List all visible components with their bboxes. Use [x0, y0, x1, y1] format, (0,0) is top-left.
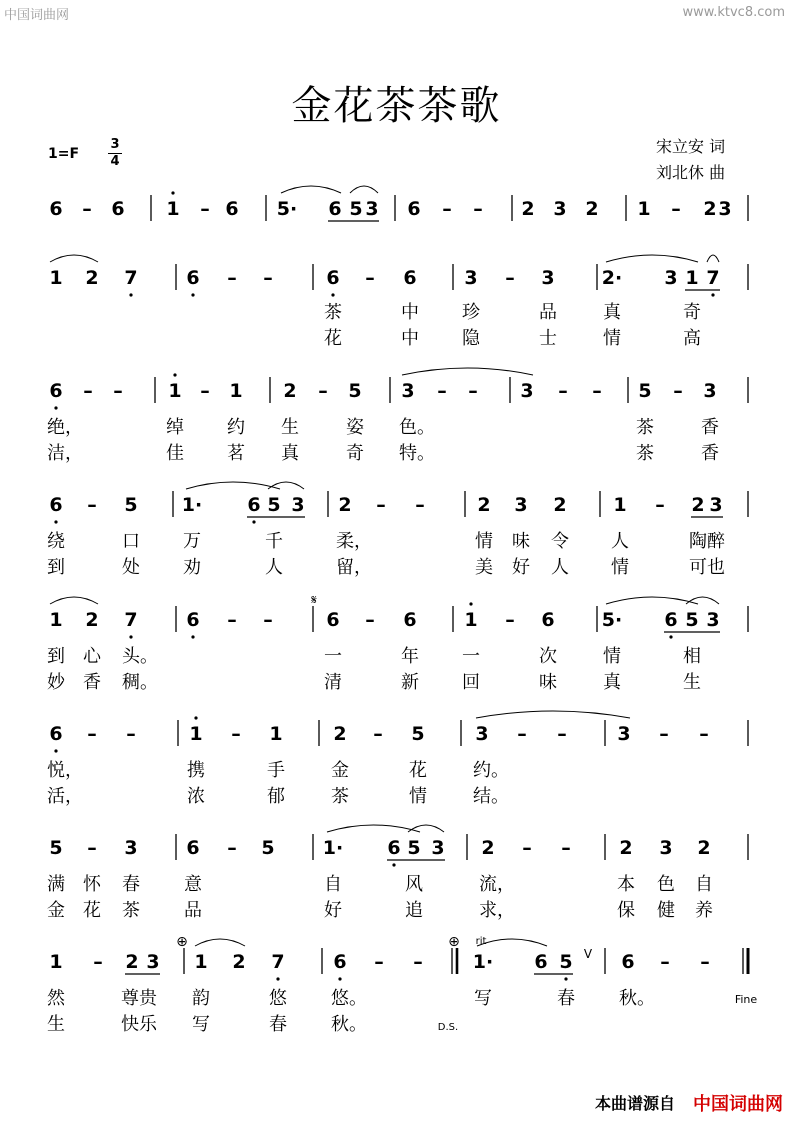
lyric-verse1-6-6: 流， — [479, 874, 515, 895]
lyric-verse2-7-1: 快乐 — [121, 1014, 157, 1035]
note-1-1: 2 — [85, 267, 99, 289]
lyric-verse1-2-2: 约 — [227, 417, 245, 438]
lyric-verse1-5-0: 悦， — [47, 760, 83, 781]
lyric-verse2-3-4: 留， — [336, 557, 372, 578]
note-2-4: – — [200, 380, 210, 402]
lyric-verse1-7-6: 春 — [557, 988, 575, 1009]
lyric-verse1-4-5: 一 — [462, 646, 480, 667]
note-7-14: – — [660, 951, 670, 973]
note-7-4: 1 — [194, 951, 208, 973]
lyric-verse2-6-6: 求， — [479, 900, 515, 921]
note-6-8: 5 — [407, 837, 421, 859]
lyric-verse2-2-1: 佳 — [166, 443, 184, 464]
lyric-verse2-5-2: 郁 — [267, 786, 285, 807]
note-2-5: 1 — [229, 380, 243, 402]
octave-dot-above-4-9 — [469, 602, 472, 605]
note-1-5: – — [263, 267, 273, 289]
note-0-16: 1 — [637, 198, 651, 220]
note-2-2: – — [113, 380, 123, 402]
note-6-13: 2 — [619, 837, 633, 859]
note-0-1: – — [82, 198, 92, 220]
lyric-verse1-1-5: 奇 — [683, 302, 701, 323]
lyric-verse1-3-4: 柔， — [336, 531, 372, 552]
note-6-10: 2 — [481, 837, 495, 859]
note-4-11: 6 — [541, 609, 555, 631]
lyric-verse1-2-0: 绝， — [47, 417, 83, 438]
lyric-verse2-4-4: 新 — [401, 672, 419, 693]
note-7-7: 6 — [333, 951, 347, 973]
lyric-verse1-5-5: 约。 — [473, 760, 509, 781]
lyric-verse1-4-0: 到 — [47, 646, 65, 667]
note-3-2: 5 — [124, 494, 138, 516]
lyric-verse1-7-1: 尊贵 — [121, 988, 157, 1009]
lyric-verse1-5-4: 花 — [409, 760, 427, 781]
lyric-verse2-3-0: 到 — [47, 557, 65, 578]
note-1-7: – — [365, 267, 375, 289]
octave-dot-below-6-7 — [392, 863, 395, 866]
note-3-3: 1· — [181, 494, 203, 516]
note-4-5: – — [263, 609, 273, 631]
note-5-8: 5 — [411, 723, 425, 745]
lyric-verse1-5-3: 金 — [331, 760, 349, 781]
note-1-12: 2· — [601, 267, 623, 289]
lyric-verse1-5-1: 携 — [187, 760, 205, 781]
note-2-3: 1 — [168, 380, 182, 402]
lyric-verse1-4-3: 一 — [324, 646, 342, 667]
watermark-right: www.ktvc8.com — [682, 5, 785, 20]
note-3-8: – — [376, 494, 386, 516]
octave-dot-below-1-6 — [331, 293, 334, 296]
note-3-5: 5 — [267, 494, 281, 516]
lyric-verse1-1-1: 中 — [401, 302, 419, 323]
note-2-15: 5 — [638, 380, 652, 402]
note-3-9: – — [415, 494, 425, 516]
slur-2-0 — [402, 368, 533, 375]
lyric-verse1-5-2: 手 — [267, 760, 285, 781]
lyric-verse1-7-2: 韵 — [192, 988, 210, 1009]
lyric-verse2-6-1: 花 — [83, 900, 101, 921]
lyric-verse2-4-8: 生 — [683, 672, 701, 693]
octave-dot-below-1-15 — [711, 293, 714, 296]
note-0-6: 5· — [276, 198, 298, 220]
note-6-12: – — [561, 837, 571, 859]
octave-dot-below-7-7 — [338, 977, 341, 980]
note-2-12: 3 — [520, 380, 534, 402]
time-top: 3 — [110, 137, 120, 152]
lyric-verse1-6-5: 风 — [405, 874, 423, 895]
lyric-verse2-3-7: 人 — [551, 557, 569, 578]
note-3-6: 3 — [291, 494, 305, 516]
octave-dot-above-0-3 — [171, 191, 174, 194]
note-6-5: 5 — [261, 837, 275, 859]
lyric-verse1-2-4: 姿 — [346, 417, 364, 438]
lyric-verse1-2-1: 绰 — [166, 417, 184, 438]
lyric-verse1-3-0: 绕 — [47, 531, 65, 552]
note-4-15: 3 — [706, 609, 720, 631]
note-6-3: 6 — [186, 837, 200, 859]
lyric-verse2-4-2: 稠。 — [122, 672, 158, 693]
note-4-8: 6 — [403, 609, 417, 631]
lyric-verse2-3-3: 人 — [265, 557, 283, 578]
note-0-4: – — [200, 198, 210, 220]
lyricist-credit: 宋立安 词 — [656, 137, 726, 156]
note-0-19: 3 — [718, 198, 732, 220]
note-1-6: 6 — [326, 267, 340, 289]
note-5-7: – — [373, 723, 383, 745]
note-4-14: 5 — [685, 609, 699, 631]
note-0-5: 6 — [225, 198, 239, 220]
lyric-verse2-6-5: 追 — [405, 900, 423, 921]
lyric-verse2-3-2: 劝 — [183, 557, 201, 578]
lyric-verse1-3-7: 令 — [551, 531, 569, 552]
note-0-17: – — [671, 198, 681, 220]
lyric-verse1-4-7: 情 — [603, 646, 621, 667]
lyric-verse2-1-2: 隐 — [462, 328, 480, 349]
note-3-13: 1 — [613, 494, 627, 516]
note-4-4: – — [227, 609, 237, 631]
lyric-verse1-6-4: 自 — [324, 874, 342, 895]
note-7-15: – — [700, 951, 710, 973]
time-bottom: 4 — [110, 154, 120, 169]
octave-dot-below-7-12 — [564, 977, 567, 980]
slur-1-1 — [606, 255, 698, 262]
lyric-verse1-3-3: 千 — [265, 531, 283, 552]
slur-4-1 — [606, 597, 698, 604]
lyric-verse2-4-7: 真 — [603, 672, 621, 693]
lyric-verse1-7-7: 秋。 — [619, 988, 655, 1009]
lyric-verse2-7-4: 秋。 — [331, 1014, 367, 1035]
lyric-verse2-2-6: 茶 — [636, 443, 654, 464]
note-2-6: 2 — [283, 380, 297, 402]
note-3-11: 3 — [514, 494, 528, 516]
lyric-verse2-3-1: 处 — [122, 557, 140, 578]
note-2-17: 3 — [703, 380, 717, 402]
lyric-verse2-2-0: 洁， — [47, 443, 83, 464]
note-2-9: 3 — [401, 380, 415, 402]
note-4-12: 5· — [601, 609, 623, 631]
note-1-15: 7 — [706, 267, 720, 289]
note-2-13: – — [558, 380, 568, 402]
note-2-0: 6 — [49, 380, 63, 402]
octave-dot-below-3-4 — [252, 520, 255, 523]
note-3-15: 2 — [691, 494, 705, 516]
lyric-verse1-2-6: 茶 — [636, 417, 654, 438]
note-0-2: 6 — [111, 198, 125, 220]
lyric-verse2-1-5: 高 — [683, 328, 701, 349]
lyric-verse1-4-4: 年 — [401, 646, 419, 667]
key-signature: 1=F — [48, 146, 80, 162]
note-0-15: 2 — [585, 198, 599, 220]
note-4-9: 1 — [464, 609, 478, 631]
note-1-4: – — [227, 267, 237, 289]
note-0-10: 6 — [407, 198, 421, 220]
note-7-2: 2 — [125, 951, 139, 973]
note-2-14: – — [592, 380, 602, 402]
slur-3-1 — [268, 482, 304, 489]
lyric-verse2-2-3: 真 — [281, 443, 299, 464]
lyric-verse1-6-7: 本 — [617, 874, 635, 895]
note-0-18: 2 — [703, 198, 717, 220]
note-1-14: 1 — [685, 267, 699, 289]
lyric-verse1-2-5: 色。 — [399, 417, 435, 438]
note-0-11: – — [442, 198, 452, 220]
slur-1-2 — [707, 255, 719, 262]
note-1-3: 6 — [186, 267, 200, 289]
note-6-6: 1· — [322, 837, 344, 859]
note-1-2: 7 — [124, 267, 138, 289]
note-3-7: 2 — [338, 494, 352, 516]
slur-7-1 — [477, 939, 547, 946]
octave-dot-below-4-2 — [129, 635, 132, 638]
note-6-14: 3 — [659, 837, 673, 859]
octave-dot-below-5-0 — [54, 749, 57, 752]
lyric-verse1-4-2: 头。 — [122, 646, 158, 667]
note-3-12: 2 — [553, 494, 567, 516]
ds-mark: D.S. — [437, 1022, 459, 1033]
note-4-13: 6 — [664, 609, 678, 631]
note-5-2: – — [126, 723, 136, 745]
note-4-7: – — [365, 609, 375, 631]
lyric-verse1-1-0: 茶 — [324, 302, 342, 323]
lyric-verse1-7-5: 写 — [474, 988, 492, 1009]
octave-dot-below-3-0 — [54, 520, 57, 523]
lyric-verse2-2-4: 奇 — [346, 443, 364, 464]
lyric-verse2-3-9: 可也 — [689, 557, 725, 578]
lyric-verse2-6-9: 养 — [695, 900, 713, 921]
rit-mark: rit — [475, 936, 487, 947]
note-0-14: 3 — [553, 198, 567, 220]
lyric-verse2-7-0: 生 — [47, 1014, 65, 1035]
note-6-1: – — [87, 837, 97, 859]
song-title: 金花茶茶歌 — [291, 83, 502, 129]
note-1-11: 3 — [541, 267, 555, 289]
breath-mark: V — [583, 947, 593, 961]
lyric-verse2-6-7: 保 — [617, 900, 635, 921]
note-0-9: 3 — [365, 198, 379, 220]
lyric-verse1-4-8: 相 — [683, 646, 701, 667]
lyric-verse1-7-0: 然 — [47, 988, 65, 1009]
octave-dot-below-4-13 — [669, 635, 672, 638]
note-5-3: 1 — [189, 723, 203, 745]
slur-7-0 — [195, 939, 245, 946]
lyric-verse2-3-8: 情 — [611, 557, 629, 578]
note-4-1: 2 — [85, 609, 99, 631]
note-6-9: 3 — [431, 837, 445, 859]
lyric-verse1-3-1: 口 — [122, 531, 140, 552]
note-7-1: – — [93, 951, 103, 973]
lyric-verse1-6-9: 自 — [695, 874, 713, 895]
note-5-5: 1 — [269, 723, 283, 745]
note-0-12: – — [473, 198, 483, 220]
note-3-1: – — [87, 494, 97, 516]
lyric-verse2-1-0: 花 — [324, 328, 342, 349]
note-0-3: 1 — [166, 198, 180, 220]
note-7-5: 2 — [232, 951, 246, 973]
lyric-verse1-3-8: 人 — [611, 531, 629, 552]
lyric-verse2-4-6: 味 — [539, 672, 557, 693]
footer-brand: 中国词曲网 — [693, 1094, 783, 1115]
lyric-verse1-1-3: 品 — [539, 302, 557, 323]
slur-1-0 — [50, 255, 98, 262]
lyric-verse2-6-3: 品 — [184, 900, 202, 921]
note-2-11: – — [468, 380, 478, 402]
lyric-verse2-6-8: 健 — [657, 900, 675, 921]
note-1-10: – — [505, 267, 515, 289]
note-4-2: 7 — [124, 609, 138, 631]
lyric-verse2-7-2: 写 — [192, 1014, 210, 1035]
octave-dot-above-2-3 — [173, 373, 176, 376]
lyric-verse2-7-3: 春 — [269, 1014, 287, 1035]
lyric-verse1-3-2: 万 — [183, 531, 201, 552]
lyric-verse2-3-6: 好 — [512, 557, 530, 578]
note-3-10: 2 — [477, 494, 491, 516]
note-1-0: 1 — [49, 267, 63, 289]
lyric-verse2-1-1: 中 — [401, 328, 419, 349]
lyric-verse2-4-0: 妙 — [47, 672, 65, 693]
lyric-verse2-5-3: 茶 — [331, 786, 349, 807]
lyric-verse1-2-7: 香 — [701, 417, 719, 438]
note-2-7: – — [318, 380, 328, 402]
note-7-12: 5 — [559, 951, 573, 973]
slur-4-2 — [686, 597, 719, 604]
note-6-7: 6 — [387, 837, 401, 859]
note-3-4: 6 — [247, 494, 261, 516]
lyric-verse1-6-3: 意 — [184, 874, 202, 895]
lyric-verse1-4-1: 心 — [83, 646, 101, 667]
note-0-7: 6 — [328, 198, 342, 220]
lyric-verse1-6-2: 春 — [122, 874, 140, 895]
note-7-6: 7 — [271, 951, 285, 973]
note-5-13: – — [659, 723, 669, 745]
lyric-verse2-1-4: 情 — [603, 328, 621, 349]
octave-dot-below-4-3 — [191, 635, 194, 638]
note-0-13: 2 — [521, 198, 535, 220]
note-3-0: 6 — [49, 494, 63, 516]
fine-mark: Fine — [734, 993, 758, 1006]
octave-dot-below-7-6 — [276, 977, 279, 980]
lyric-verse2-5-1: 浓 — [187, 786, 205, 807]
octave-dot-below-1-2 — [129, 293, 132, 296]
note-5-1: – — [87, 723, 97, 745]
watermark-left: 中国词曲网 — [4, 8, 70, 23]
composer-credit: 刘北休 曲 — [656, 163, 726, 182]
octave-dot-above-5-3 — [194, 716, 197, 719]
slur-3-0 — [186, 482, 280, 489]
note-2-8: 5 — [348, 380, 362, 402]
octave-dot-below-2-0 — [54, 406, 57, 409]
lyric-verse1-7-3: 悠 — [269, 988, 287, 1009]
lyric-verse2-6-0: 金 — [47, 900, 65, 921]
note-6-0: 5 — [49, 837, 63, 859]
lyric-verse2-3-5: 美 — [475, 557, 493, 578]
lyric-verse2-5-5: 结。 — [473, 786, 509, 807]
note-5-9: 3 — [475, 723, 489, 745]
note-5-14: – — [699, 723, 709, 745]
lyric-verse1-2-3: 生 — [281, 417, 299, 438]
note-2-10: – — [437, 380, 447, 402]
note-3-14: – — [655, 494, 665, 516]
note-7-3: 3 — [146, 951, 160, 973]
note-5-6: 2 — [333, 723, 347, 745]
lyric-verse1-4-6: 次 — [539, 646, 557, 667]
note-4-6: 6 — [326, 609, 340, 631]
note-1-9: 3 — [464, 267, 478, 289]
lyric-verse2-5-4: 情 — [409, 786, 427, 807]
lyric-verse1-6-1: 怀 — [83, 874, 101, 895]
lyric-verse1-1-2: 珍 — [462, 302, 480, 323]
slur-6-1 — [408, 825, 444, 832]
slur-6-0 — [327, 825, 420, 832]
coda-mark-2: ⊕ — [448, 934, 460, 950]
lyric-verse1-3-5: 情 — [475, 531, 493, 552]
note-5-0: 6 — [49, 723, 63, 745]
note-3-16: 3 — [709, 494, 723, 516]
lyric-verse2-5-0: 活， — [47, 786, 83, 807]
note-6-2: 3 — [124, 837, 138, 859]
note-6-11: – — [522, 837, 532, 859]
note-4-3: 6 — [186, 609, 200, 631]
lyric-verse2-6-2: 茶 — [122, 900, 140, 921]
lyric-verse2-2-2: 茗 — [227, 443, 245, 464]
lyric-verse1-6-0: 满 — [47, 874, 65, 895]
note-1-13: 3 — [664, 267, 678, 289]
note-2-16: – — [673, 380, 683, 402]
note-7-13: 6 — [621, 951, 635, 973]
note-0-0: 6 — [49, 198, 63, 220]
footer-source-label: 本曲谱源自 — [594, 1094, 675, 1113]
lyric-verse2-1-3: 士 — [539, 328, 557, 349]
lyric-verse1-1-4: 真 — [603, 302, 621, 323]
note-5-11: – — [557, 723, 567, 745]
coda-mark-1: ⊕ — [176, 934, 188, 950]
note-7-11: 6 — [534, 951, 548, 973]
lyric-verse1-3-6: 味 — [512, 531, 530, 552]
note-7-8: – — [374, 951, 384, 973]
slur-5-0 — [476, 711, 630, 718]
note-0-8: 5 — [349, 198, 363, 220]
lyric-verse2-4-5: 回 — [462, 672, 480, 693]
note-2-1: – — [83, 380, 93, 402]
segno-mark: 𝄋 — [311, 593, 317, 608]
note-5-12: 3 — [617, 723, 631, 745]
slur-0-1 — [350, 186, 378, 193]
lyric-verse1-7-4: 悠。 — [331, 988, 367, 1009]
note-7-9: – — [413, 951, 423, 973]
note-1-8: 6 — [403, 267, 417, 289]
lyric-verse2-4-3: 清 — [324, 672, 342, 693]
note-7-10: 1· — [472, 951, 494, 973]
lyric-verse2-4-1: 香 — [83, 672, 101, 693]
octave-dot-below-1-3 — [191, 293, 194, 296]
lyric-verse1-3-9: 陶醉 — [689, 531, 725, 552]
slur-0-0 — [281, 186, 341, 193]
note-6-15: 2 — [697, 837, 711, 859]
note-5-4: – — [231, 723, 241, 745]
lyric-verse1-6-8: 色 — [657, 874, 675, 895]
note-7-0: 1 — [49, 951, 63, 973]
lyric-verse2-6-4: 好 — [324, 900, 342, 921]
slur-4-0 — [50, 597, 98, 604]
note-4-10: – — [505, 609, 515, 631]
note-5-10: – — [517, 723, 527, 745]
lyric-verse2-2-7: 香 — [701, 443, 719, 464]
note-4-0: 1 — [49, 609, 63, 631]
note-6-4: – — [227, 837, 237, 859]
lyric-verse2-2-5: 特。 — [399, 443, 435, 464]
